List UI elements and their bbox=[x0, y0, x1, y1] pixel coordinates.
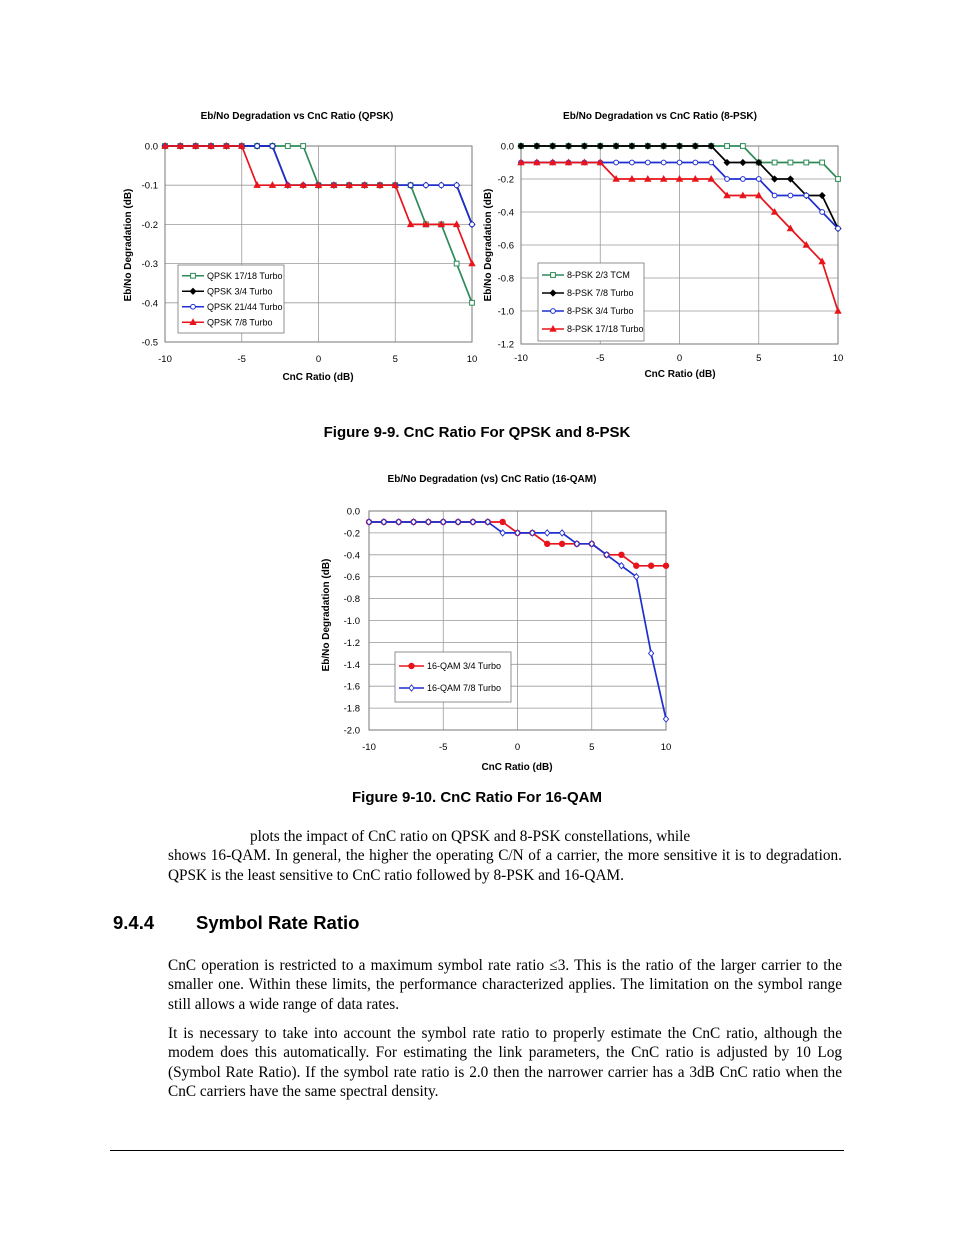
data-point bbox=[648, 563, 653, 568]
y-tick-label: -0.4 bbox=[141, 298, 158, 310]
chart-legend bbox=[395, 652, 511, 702]
y-tick-label: -1.0 bbox=[343, 616, 360, 627]
paragraph-symbol-rate-limit: CnC operation is restricted to a maximum symbol rate ratio ≤3. This is the ratio of the larger carrier to the smaller one. Within these limits, the performance characterized applies. The limitation on the symbol range still allows a wide range of data rates. bbox=[168, 957, 842, 1013]
y-tick-label: -0.4 bbox=[343, 550, 360, 562]
paragraph-cnc-impact bbox=[168, 827, 842, 885]
y-tick-label: -0.5 bbox=[141, 337, 158, 349]
y-tick-label: -0.8 bbox=[497, 273, 514, 285]
x-tick-label: 0 bbox=[315, 354, 322, 365]
y-tick-label: -1.6 bbox=[343, 681, 360, 693]
data-point bbox=[804, 193, 809, 198]
x-tick-label: 0 bbox=[514, 742, 521, 753]
legend-box bbox=[395, 652, 511, 702]
x-tick-label: -10 bbox=[514, 353, 528, 364]
data-point bbox=[545, 530, 550, 536]
data-point bbox=[470, 300, 475, 305]
data-point bbox=[804, 160, 809, 165]
y-tick-label: -0.3 bbox=[141, 259, 158, 271]
data-point bbox=[424, 183, 429, 188]
data-point bbox=[408, 183, 413, 188]
figure-9-9-caption: Figure 9-9. CnC Ratio For QPSK and 8-PSK bbox=[323, 424, 631, 441]
chart-title: Eb/No Degradation vs CnC Ratio (8-PSK) bbox=[563, 111, 757, 122]
figure-9-10-caption: Figure 9-10. CnC Ratio For 16-QAM bbox=[351, 789, 603, 806]
y-tick-label: -1.4 bbox=[343, 659, 360, 671]
data-point bbox=[634, 563, 639, 568]
16qam-chart bbox=[315, 465, 695, 780]
data-point bbox=[836, 226, 841, 231]
legend-label: QPSK 17/18 Turbo bbox=[207, 270, 283, 281]
legend-label: 16-QAM 7/8 Turbo bbox=[427, 683, 502, 693]
section-title: Symbol Rate Ratio bbox=[196, 912, 360, 933]
data-point bbox=[285, 144, 290, 149]
data-point bbox=[820, 160, 825, 165]
y-tick-label: -0.2 bbox=[343, 528, 360, 540]
legend-label: QPSK 21/44 Turbo bbox=[207, 301, 283, 312]
data-point bbox=[545, 541, 550, 546]
legend-label: QPSK 7/8 Turbo bbox=[207, 317, 273, 328]
x-tick-label: 10 bbox=[660, 742, 672, 753]
data-point bbox=[725, 144, 730, 149]
section-number: 9.4.4 bbox=[113, 912, 155, 933]
legend-label: 8-PSK 2/3 TCM bbox=[567, 270, 630, 280]
y-tick-label: -0.1 bbox=[141, 180, 158, 192]
data-point bbox=[645, 160, 650, 165]
y-tick-label: -0.6 bbox=[497, 240, 514, 252]
x-tick-label: 5 bbox=[589, 742, 595, 753]
y-tick-label: -0.4 bbox=[497, 207, 514, 219]
x-tick-label: 5 bbox=[756, 353, 762, 364]
data-point bbox=[820, 210, 825, 215]
y-tick-label: -0.8 bbox=[343, 594, 360, 606]
x-axis-label: CnC Ratio (dB) bbox=[282, 372, 354, 383]
section-heading bbox=[113, 912, 359, 934]
data-point bbox=[772, 160, 777, 165]
x-tick-label: -5 bbox=[439, 742, 448, 753]
data-point bbox=[551, 309, 556, 314]
data-point bbox=[301, 144, 306, 149]
data-point bbox=[551, 273, 556, 278]
x-tick-label: 5 bbox=[392, 354, 398, 365]
data-point bbox=[772, 193, 777, 198]
x-tick-label: -10 bbox=[158, 354, 172, 365]
data-point bbox=[439, 183, 444, 188]
data-point bbox=[191, 304, 196, 309]
y-tick-label: -0.6 bbox=[343, 572, 360, 584]
data-point bbox=[270, 144, 275, 149]
data-point bbox=[559, 541, 564, 546]
y-tick-label: -0.2 bbox=[497, 174, 514, 186]
data-point bbox=[740, 160, 746, 166]
y-tick-label: -1.2 bbox=[497, 339, 514, 351]
data-point bbox=[788, 160, 793, 165]
x-axis-label: CnC Ratio (dB) bbox=[644, 369, 716, 380]
data-point bbox=[630, 160, 635, 165]
8psk-chart bbox=[480, 100, 850, 390]
data-point bbox=[741, 177, 746, 182]
x-tick-label: 10 bbox=[466, 354, 478, 365]
data-point bbox=[819, 193, 825, 199]
y-tick-label: -1.0 bbox=[497, 306, 514, 318]
data-point bbox=[469, 260, 475, 266]
data-point bbox=[741, 144, 746, 149]
y-tick-label: -1.2 bbox=[343, 637, 360, 649]
legend-label: 8-PSK 7/8 Turbo bbox=[567, 288, 634, 298]
y-tick-label: 0.0 bbox=[144, 141, 158, 153]
y-tick-label: 0.0 bbox=[346, 506, 360, 518]
x-tick-label: 0 bbox=[676, 353, 683, 364]
y-axis-label: Eb/No Degradation (dB) bbox=[123, 188, 134, 302]
chart-title: Eb/No Degradation (vs) CnC Ratio (16-QAM) bbox=[387, 474, 597, 485]
legend-label: 8-PSK 17/18 Turbo bbox=[567, 324, 644, 334]
data-point bbox=[454, 261, 459, 266]
data-point bbox=[500, 519, 505, 524]
qpsk-chart bbox=[120, 100, 490, 390]
data-point bbox=[614, 160, 619, 165]
data-point bbox=[788, 193, 793, 198]
data-point bbox=[677, 160, 682, 165]
legend-label: QPSK 3/4 Turbo bbox=[207, 286, 273, 297]
data-point bbox=[693, 160, 698, 165]
y-tick-label: -2.0 bbox=[343, 725, 360, 737]
y-tick-label: 0.0 bbox=[500, 141, 514, 153]
data-point bbox=[409, 663, 414, 668]
data-point bbox=[661, 160, 666, 165]
chart-legend bbox=[178, 265, 284, 333]
paragraph-text: shows 16-QAM. In general, the higher the operating C/N of a carrier, the more sensitive it is to degradation. QPSK is the least sensitive to CnC ratio followed by 8-PSK and 16-QAM. bbox=[168, 847, 842, 884]
paragraph-symbol-rate-adjust: It is necessary to take into account the symbol rate ratio to properly estimate the CnC ratio, although the modem does this automatically. For estimating the link parameters, the CnC ratio is adjusted by 10 Log (Symbol Rate Ratio). If the symbol rate ratio is 2.0 then the narrower carrier has a 3dB CnC ratio when the CnC carriers have the same spectral density. bbox=[168, 1025, 842, 1101]
data-point bbox=[709, 160, 714, 165]
data-point bbox=[470, 222, 475, 227]
data-point bbox=[725, 177, 730, 182]
y-axis-label: Eb/No Degradation (dB) bbox=[321, 558, 332, 672]
y-tick-label: -0.2 bbox=[141, 219, 158, 231]
x-tick-label: 10 bbox=[832, 353, 844, 364]
chart-legend bbox=[538, 263, 644, 341]
data-point bbox=[619, 552, 624, 557]
x-tick-label: -5 bbox=[596, 353, 605, 364]
data-point bbox=[756, 177, 761, 182]
data-point bbox=[649, 650, 654, 656]
y-axis-label: Eb/No Degradation (dB) bbox=[483, 188, 494, 302]
footer-rule bbox=[110, 1150, 844, 1151]
chart-title: Eb/No Degradation vs CnC Ratio (QPSK) bbox=[200, 111, 394, 122]
data-point bbox=[835, 308, 841, 314]
data-point bbox=[255, 144, 260, 149]
x-tick-label: -5 bbox=[237, 354, 246, 365]
legend-label: 16-QAM 3/4 Turbo bbox=[427, 661, 502, 671]
data-point bbox=[454, 183, 459, 188]
x-axis-label: CnC Ratio (dB) bbox=[481, 762, 553, 773]
data-point bbox=[191, 273, 196, 278]
data-point bbox=[836, 177, 841, 182]
data-point bbox=[663, 716, 668, 722]
y-tick-label: -1.8 bbox=[343, 703, 360, 715]
legend-label: 8-PSK 3/4 Turbo bbox=[567, 306, 634, 316]
data-point bbox=[663, 563, 668, 568]
x-tick-label: -10 bbox=[362, 742, 376, 753]
paragraph-line: plots the impact of CnC ratio on QPSK and 8-PSK constellations, while bbox=[250, 828, 691, 845]
